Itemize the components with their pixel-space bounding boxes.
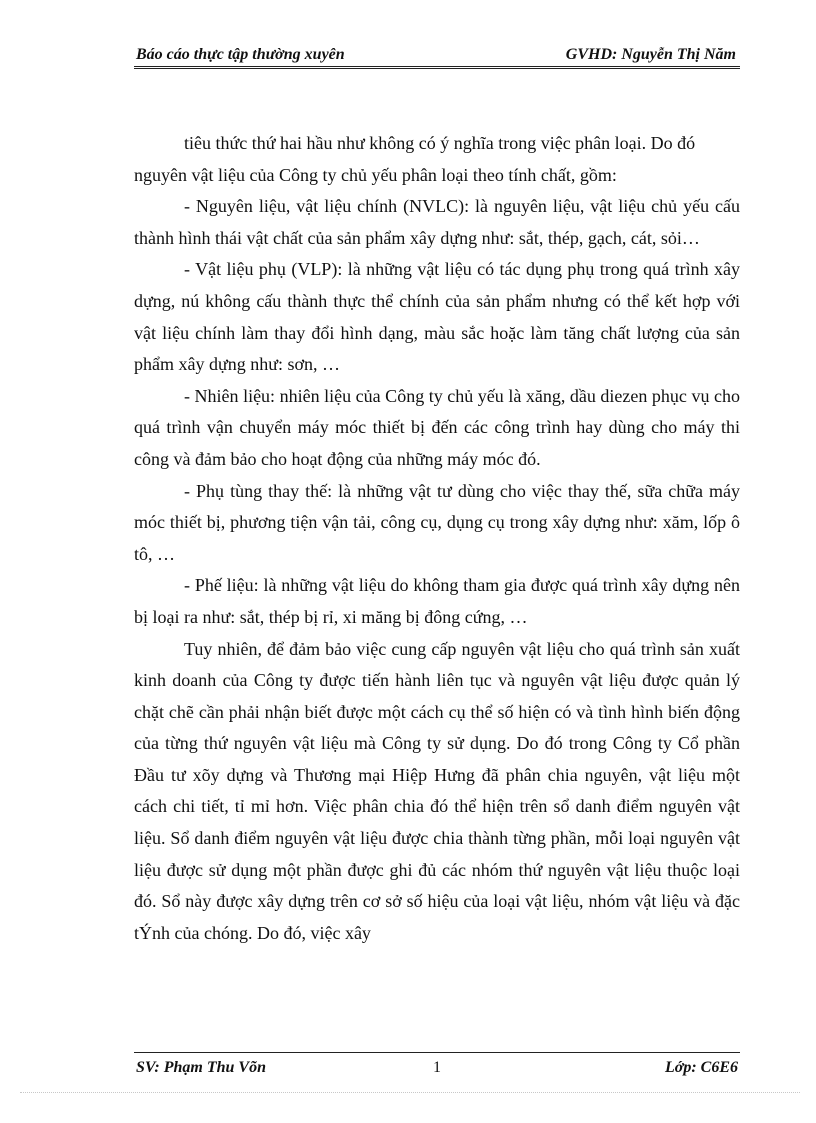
paragraph: - Phế liệu: là những vật liệu do không tham gia được quá trình xây dựng nên bị loại ra như: sắt, thép bị rỉ, xi măng bị đông cứng, …	[134, 575, 740, 627]
header-supervisor: GVHD: Nguyễn Thị Năm	[565, 46, 736, 63]
paragraph: - Nguyên liệu, vật liệu chính (NVLC): là nguyên liệu, vật liệu chủ yếu cấu thành hình thái vật chất của sản phẩm xây dựng như: sắt, thép, gạch, cát, sỏi…	[134, 196, 740, 248]
page-number: 1	[433, 1059, 441, 1076]
document-body	[134, 128, 740, 949]
paragraph: Tuy nhiên, để đảm bảo việc cung cấp nguyên vật liệu cho quá trình sản xuất kinh doanh của Công ty được tiến hành liên tục và nguyên vật liệu được quản lý chặt chẽ cần phải nhận biết được một cách cụ thể số hiện có và tình hình biến động của từng thứ nguyên vật liệu mà Công ty sử dụng. Do đó trong Công ty Cổ phần Đầu tư xõy dựng và Thương mại Hiệp Hưng đã phân chia nguyên, vật liệu một cách chi tiết, tỉ mỉ hơn. Việc phân chia đó thể hiện trên sổ danh điểm nguyên vật liệu. Sổ danh điểm nguyên vật liệu được chia thành từng phần, mỗi loại nguyên vật liệu được sử dụng một phần được ghi đủ các nhóm thứ nguyên vật liệu thuộc loại đó. Sổ này được xây dựng trên cơ sở số hiệu của loại vật liệu, nhóm vật liệu và đặc tÝnh của chóng. Do đó, việc xây	[134, 638, 740, 943]
paragraph: tiêu thức thứ hai hầu như không có ý nghĩa trong việc phân loại. Do đó	[184, 133, 696, 153]
footer-class: Lớp: C6E6	[664, 1059, 738, 1076]
header-report-title: Báo cáo thực tập thường xuyên	[136, 46, 345, 63]
footer-student-name: SV: Phạm Thu Võn	[136, 1059, 266, 1076]
paragraph: - Vật liệu phụ (VLP): là những vật liệu có tác dụng phụ trong quá trình xây dựng, nú không cấu thành thực thể chính của sản phẩm nhưng có thể kết hợp với vật liệu chính làm thay đổi hình dạng, màu sắc hoặc làm tăng chất lượng của sản phẩm xây dựng như: sơn, …	[134, 259, 740, 375]
paragraph: - Phụ tùng thay thế: là những vật tư dùng cho việc thay thế, sữa chữa máy móc thiết bị, phương tiện vận tải, công cụ, dụng cụ trong xây dựng như: xăm, lốp ô tô, …	[134, 480, 740, 564]
paragraph: - Nhiên liệu: nhiên liệu của Công ty chủ yếu là xăng, dầu diezen phục vụ cho quá trình vận chuyển máy móc thiết bị đến các công trình hay dùng cho máy thi công và đảm bảo cho hoạt động của những máy móc đó.	[134, 385, 740, 469]
paragraph: nguyên vật liệu của Công ty chủ yếu phân loại theo tính chất, gồm:	[134, 164, 617, 185]
page-footer	[134, 1052, 740, 1077]
page-header	[134, 44, 740, 69]
page-bottom-divider	[20, 1092, 800, 1093]
